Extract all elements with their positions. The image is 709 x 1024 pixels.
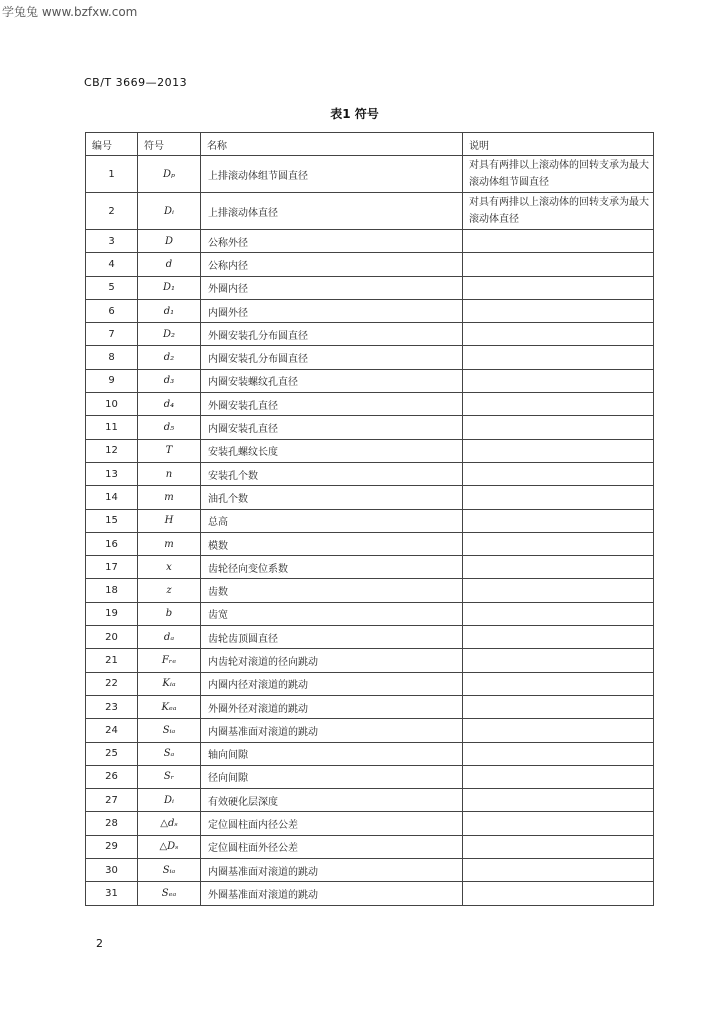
row-name: 内圈外径 — [201, 299, 463, 322]
row-symbol: d — [138, 253, 201, 276]
row-symbol: H — [138, 509, 201, 532]
row-number: 13 — [86, 462, 138, 485]
row-name: 内圈基准面对滚道的跳动 — [201, 719, 463, 742]
row-description — [463, 672, 654, 695]
header-name: 名称 — [201, 133, 463, 156]
row-symbol: Fᵣₑ — [138, 649, 201, 672]
table-row — [86, 299, 654, 322]
row-name: 内圈内径对滚道的跳动 — [201, 672, 463, 695]
table-row — [86, 276, 654, 299]
row-name: 齿宽 — [201, 602, 463, 625]
row-name: 外圈基准面对滚道的跳动 — [201, 882, 463, 905]
row-description — [463, 276, 654, 299]
row-symbol: D₂ — [138, 323, 201, 346]
row-description — [463, 789, 654, 812]
row-description — [463, 439, 654, 462]
table-row — [86, 882, 654, 905]
row-description — [463, 486, 654, 509]
row-symbol: d₅ — [138, 416, 201, 439]
row-description — [463, 649, 654, 672]
row-symbol: Dₚ — [138, 156, 201, 193]
row-description — [463, 299, 654, 322]
row-name: 内圈安装螺纹孔直径 — [201, 369, 463, 392]
row-name: 油孔个数 — [201, 486, 463, 509]
row-symbol: D — [138, 230, 201, 253]
row-description — [463, 742, 654, 765]
table-header-row — [86, 133, 654, 156]
table-row — [86, 253, 654, 276]
table-row — [86, 486, 654, 509]
row-number: 1 — [86, 156, 138, 193]
row-name: 公称内径 — [201, 253, 463, 276]
row-name: 齿数 — [201, 579, 463, 602]
row-description — [463, 323, 654, 346]
row-symbol: d₂ — [138, 346, 201, 369]
row-number: 9 — [86, 369, 138, 392]
header-symbol: 符号 — [138, 133, 201, 156]
row-number: 19 — [86, 602, 138, 625]
row-number: 21 — [86, 649, 138, 672]
row-symbol: Dᵢ — [138, 193, 201, 230]
row-symbol: d₃ — [138, 369, 201, 392]
row-number: 20 — [86, 626, 138, 649]
row-description — [463, 393, 654, 416]
row-symbol: Sᵢₐ — [138, 719, 201, 742]
row-description — [463, 230, 654, 253]
row-symbol: d₄ — [138, 393, 201, 416]
row-name: 外圈内径 — [201, 276, 463, 299]
row-description — [463, 882, 654, 905]
row-description — [463, 765, 654, 788]
row-name: 内圈安装孔直径 — [201, 416, 463, 439]
row-symbol: △dₛ — [138, 812, 201, 835]
row-symbol: Kₑₐ — [138, 695, 201, 718]
row-name: 有效硬化层深度 — [201, 789, 463, 812]
row-description — [463, 835, 654, 858]
table-row — [86, 602, 654, 625]
table-row — [86, 156, 654, 193]
row-description — [463, 532, 654, 555]
table-row — [86, 439, 654, 462]
row-number: 18 — [86, 579, 138, 602]
row-name: 外圈外径对滚道的跳动 — [201, 695, 463, 718]
row-symbol: x — [138, 556, 201, 579]
row-description — [463, 602, 654, 625]
row-name: 安装孔个数 — [201, 462, 463, 485]
row-number: 8 — [86, 346, 138, 369]
document-code: CB/T 3669—2013 — [84, 76, 188, 89]
table-row — [86, 789, 654, 812]
row-number: 11 — [86, 416, 138, 439]
row-symbol: D₁ — [138, 276, 201, 299]
row-symbol: m — [138, 532, 201, 555]
row-symbol: Dᵢ — [138, 789, 201, 812]
row-number: 4 — [86, 253, 138, 276]
row-description — [463, 253, 654, 276]
watermark: 学兔兔 www.bzfxw.com — [2, 5, 138, 19]
row-name: 公称外径 — [201, 230, 463, 253]
row-symbol: Sᵢₐ — [138, 859, 201, 882]
table-row — [86, 556, 654, 579]
table-row — [86, 765, 654, 788]
row-symbol: d₁ — [138, 299, 201, 322]
table-row — [86, 579, 654, 602]
table-row — [86, 462, 654, 485]
row-number: 27 — [86, 789, 138, 812]
row-description: 对具有两排以上滚动体的回转支承为最大滚动体组节圆直径 — [463, 156, 654, 193]
row-name: 轴向间隙 — [201, 742, 463, 765]
table-row — [86, 695, 654, 718]
row-name: 定位圆柱面内径公差 — [201, 812, 463, 835]
table-row — [86, 509, 654, 532]
row-symbol: Sₐ — [138, 742, 201, 765]
row-symbol: Kᵢₐ — [138, 672, 201, 695]
row-symbol: n — [138, 462, 201, 485]
row-name: 总高 — [201, 509, 463, 532]
table-row — [86, 859, 654, 882]
row-name: 安装孔螺纹长度 — [201, 439, 463, 462]
row-number: 23 — [86, 695, 138, 718]
row-number: 14 — [86, 486, 138, 509]
row-number: 10 — [86, 393, 138, 416]
row-number: 7 — [86, 323, 138, 346]
row-description — [463, 462, 654, 485]
row-description: 对具有两排以上滚动体的回转支承为最大滚动体直径 — [463, 193, 654, 230]
row-description — [463, 719, 654, 742]
row-name: 径向间隙 — [201, 765, 463, 788]
row-symbol: T — [138, 439, 201, 462]
row-name: 齿轮齿顶圆直径 — [201, 626, 463, 649]
row-number: 24 — [86, 719, 138, 742]
row-description — [463, 812, 654, 835]
row-number: 5 — [86, 276, 138, 299]
table-row — [86, 393, 654, 416]
row-number: 12 — [86, 439, 138, 462]
row-symbol: z — [138, 579, 201, 602]
header-description: 说明 — [463, 133, 654, 156]
row-number: 28 — [86, 812, 138, 835]
symbols-table — [85, 132, 654, 906]
table-row — [86, 193, 654, 230]
row-description — [463, 695, 654, 718]
row-description — [463, 859, 654, 882]
table-row — [86, 742, 654, 765]
row-description — [463, 369, 654, 392]
row-name: 定位圆柱面外径公差 — [201, 835, 463, 858]
row-number: 22 — [86, 672, 138, 695]
row-name: 内圈安装孔分布圆直径 — [201, 346, 463, 369]
row-description — [463, 346, 654, 369]
row-description — [463, 556, 654, 579]
table-row — [86, 230, 654, 253]
row-name: 模数 — [201, 532, 463, 555]
row-number: 25 — [86, 742, 138, 765]
row-description — [463, 579, 654, 602]
row-symbol: Sₑₐ — [138, 882, 201, 905]
table-row — [86, 416, 654, 439]
row-name: 外圈安装孔分布圆直径 — [201, 323, 463, 346]
row-description — [463, 509, 654, 532]
table-row — [86, 346, 654, 369]
row-symbol: b — [138, 602, 201, 625]
row-number: 17 — [86, 556, 138, 579]
row-name: 齿轮径向变位系数 — [201, 556, 463, 579]
row-symbol: dₐ — [138, 626, 201, 649]
row-number: 31 — [86, 882, 138, 905]
row-name: 外圈安装孔直径 — [201, 393, 463, 416]
row-name: 内齿轮对滚道的径向跳动 — [201, 649, 463, 672]
page-number: 2 — [96, 937, 103, 950]
table-row — [86, 323, 654, 346]
row-name: 内圈基准面对滚道的跳动 — [201, 859, 463, 882]
table-row — [86, 672, 654, 695]
table-row — [86, 649, 654, 672]
row-number: 6 — [86, 299, 138, 322]
table-row — [86, 369, 654, 392]
row-description — [463, 416, 654, 439]
row-symbol: △Dₛ — [138, 835, 201, 858]
row-number: 15 — [86, 509, 138, 532]
row-name: 上排滚动体直径 — [201, 193, 463, 230]
row-number: 30 — [86, 859, 138, 882]
row-symbol: Sᵣ — [138, 765, 201, 788]
row-number: 29 — [86, 835, 138, 858]
table-row — [86, 626, 654, 649]
row-symbol: m — [138, 486, 201, 509]
row-name: 上排滚动体组节圆直径 — [201, 156, 463, 193]
table-title: 表1 符号 — [330, 107, 379, 121]
table-row — [86, 835, 654, 858]
row-number: 16 — [86, 532, 138, 555]
row-number: 2 — [86, 193, 138, 230]
table-row — [86, 532, 654, 555]
table-row — [86, 812, 654, 835]
row-description — [463, 626, 654, 649]
row-number: 3 — [86, 230, 138, 253]
table-row — [86, 719, 654, 742]
header-number: 编号 — [86, 133, 138, 156]
row-number: 26 — [86, 765, 138, 788]
